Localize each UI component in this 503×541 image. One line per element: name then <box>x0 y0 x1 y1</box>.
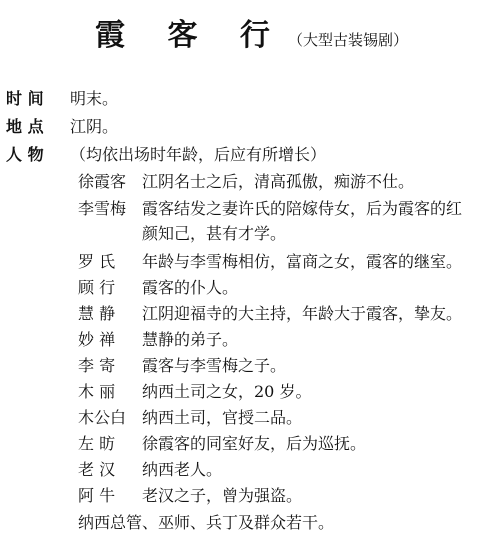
character-row <box>78 460 222 480</box>
character-name: 左 昉 <box>78 434 116 453</box>
character-row <box>78 434 366 454</box>
title-subtitle: （大型古装锡剧） <box>287 31 408 49</box>
character-desc: 霞客的仆人。 <box>142 278 239 297</box>
character-name: 徐霞客 <box>78 172 127 191</box>
character-desc: 徐霞客的同室好友，后为巡抚。 <box>142 434 367 453</box>
character-name: 李雪梅 <box>78 199 127 218</box>
character-desc: 老汉之子，曾为强盗。 <box>142 486 303 505</box>
character-row <box>78 330 238 350</box>
character-row <box>78 199 462 219</box>
character-name: 木公白 <box>78 408 127 427</box>
character-desc: 慧静的弟子。 <box>142 330 239 349</box>
character-name: 慧 静 <box>78 304 116 323</box>
place-value: 江阴。 <box>70 117 119 136</box>
title-main: 霞 客 行 <box>95 18 286 53</box>
character-row <box>78 172 414 192</box>
character-name: 木 丽 <box>78 382 116 401</box>
character-row <box>78 304 462 324</box>
character-name: 罗 氏 <box>78 252 116 271</box>
character-desc-continued: 颜知己，甚有才学。 <box>142 224 287 243</box>
play-title <box>0 10 503 54</box>
character-row <box>78 356 286 376</box>
character-row <box>78 382 311 402</box>
character-desc: 霞客结发之妻许氏的陪嫁侍女，后为霞客的红 <box>142 199 463 218</box>
character-desc: 纳西土司，官授二品。 <box>142 408 303 427</box>
character-desc: 江阴名士之后，清高孤傲，痴游不仕。 <box>142 172 415 191</box>
character-desc: 江阴迎福寺的大主持，年龄大于霞客，挚友。 <box>142 304 463 323</box>
character-desc: 纳西老人。 <box>142 460 223 479</box>
character-row <box>78 486 302 506</box>
character-desc: 霞客与李雪梅之子。 <box>142 356 287 375</box>
time-label: 时 间 <box>6 89 44 108</box>
character-row <box>78 278 238 298</box>
characters-note: （均依出场时年龄，后应有所增长） <box>70 145 327 164</box>
character-row <box>78 252 462 272</box>
character-desc: 纳西土司之女，20 岁。 <box>142 382 312 401</box>
time-value: 明末。 <box>70 89 119 108</box>
character-name: 老 汉 <box>78 460 116 479</box>
character-row <box>78 408 302 428</box>
character-name: 顾 行 <box>78 278 116 297</box>
characters-label: 人 物 <box>6 145 44 164</box>
place-label: 地 点 <box>6 117 44 136</box>
character-name: 阿 牛 <box>78 486 116 505</box>
character-name: 李 寄 <box>78 356 116 375</box>
character-desc: 年龄与李雪梅相仿，富商之女，霞客的继室。 <box>142 252 463 271</box>
extras-line: 纳西总管、巫师、兵丁及群众若干。 <box>78 513 335 532</box>
character-name: 妙 禅 <box>78 330 116 349</box>
